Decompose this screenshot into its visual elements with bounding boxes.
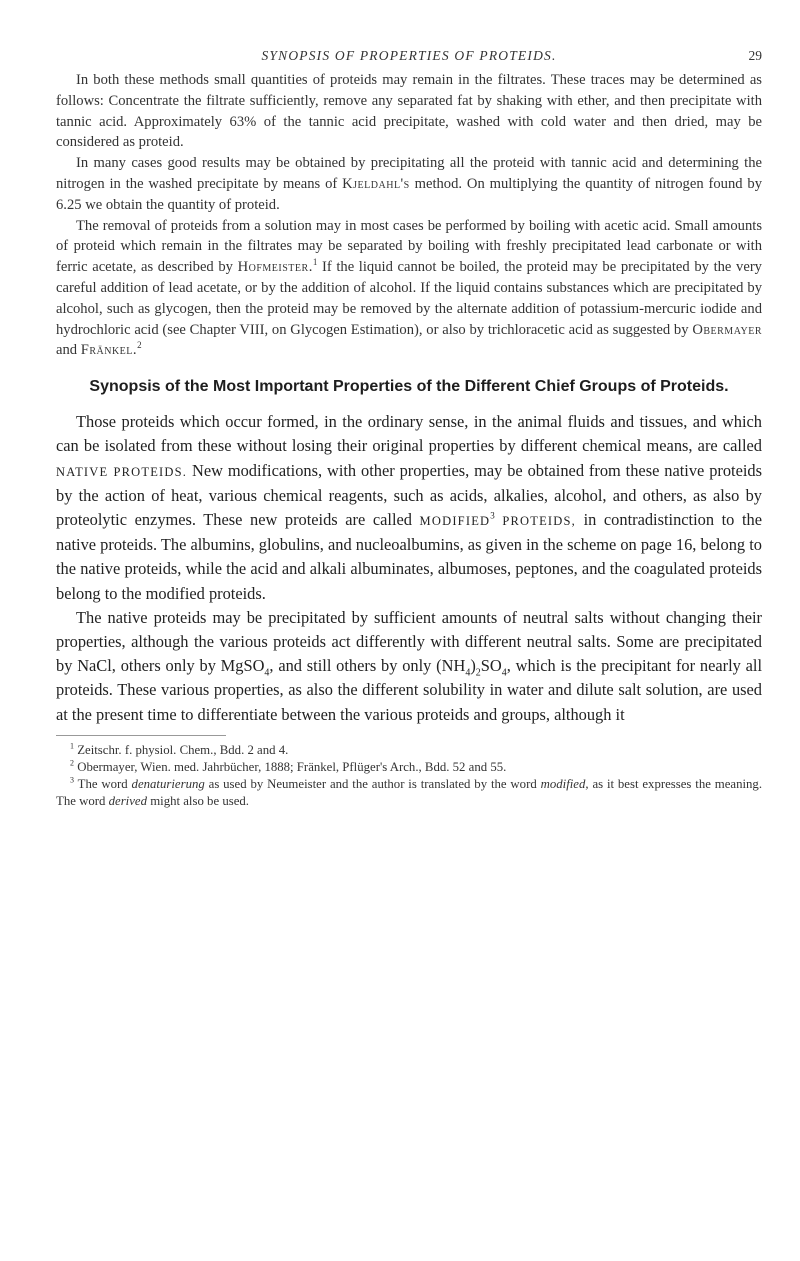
term-modified: MODIFIED [419,513,491,528]
paragraph-neutral-salts: The native proteids may be precipitated by sufficient amounts of neutral salts without changing their properties, although the various proteids act differently with different neutral salts. Some are precipitated by NaCl, others only by MgSO$_4$, and still others by only $(NH_4)_2SO_4$, which is the precipitant for nearly all proteids. These various properties, as also the different solubility in water and dilute salt solution, are used at the present time to differentiate between the various proteids and groups, although it [56,607,763,724]
paragraph-tannic-acid: In many cases good results may be obtained by precipitating all the proteid with tannic acid and determining the nitrogen in the washed precipitate by means of Kjeldahl's method. On multiplying the quantity of nitrogen found by 6.25 we obtain the quantity of proteid. [56,155,762,213]
footnote-ref-3: 3 [490,510,495,521]
footnotes [56,742,762,810]
footnote-divider [56,735,226,736]
author-kjeldahl: Kjeldahl's [342,175,410,192]
term-denaturierung: denaturierung [131,776,205,791]
footnote-3: $^3$ The word denaturierung as used by Neumeister and the author is translated by the word modified, as it best expresses the meaning. The word derived might also be used. [56,775,763,808]
term-modified-italic: modified, [540,776,589,791]
book-page [56,48,762,810]
section-heading: Synopsis of the Most Important Properties of the Different Chief Groups of Proteids. [89,378,729,396]
term-proteids: PROTEIDS, [502,513,576,528]
synopsis-section [56,410,762,727]
author-frankel: Fränkel. [80,342,138,359]
footnote-2: $^2$ Obermayer, Wien. med. Jahrbücher, 1888; Fränkel, Pflüger's Arch., Bdd. 52 and 55. [70,758,507,774]
running-head-title: SYNOPSIS OF PROPERTIES OF PROTEIDS. [261,48,557,63]
methods-section [56,70,762,361]
paragraph-removal: The removal of proteids from a solution may in most cases be performed by boiling with acetic acid. Small amounts of proteid which remain in the filtrates may be separated by boiling with freshly precipitated lead carbonate or with ferric acetate, as described by Hofmeister.$^1$ If the liquid cannot be boiled, the proteid may be precipitated by the very careful addition of lead acetate, or by the addition of alcohol. If the liquid contains substances which are precipitated by alcohol, such as glycogen, then the proteid may be removed by the alternate addition of potassium-mercuric iodide and hydrochloric acid (see Chapter VIII, on Glycogen Estimation), or also by trichloracetic acid as suggested by Obermayer and Fränkel.$^2$ [56,217,762,359]
term-native-proteids: NATIVE PROTEIDS. [56,464,188,479]
author-hofmeister: Hofmeister. [237,259,313,276]
author-obermayer: Obermayer [692,321,762,338]
footnote-ref-1: 1 [312,257,318,268]
paragraph-filtrates: In both these methods small quantities of proteids may remain in the filtrates. These traces may be determined as follows: Concentrate the filtrate sufficiently, remove any separated fat by shaking with ether, and then precipitate with tannic acid. Approximately 63% of the tannic acid precipitate, washed with cold water and then dried, may be considered as proteid. [56,72,762,151]
page-number: 29 [748,48,762,63]
footnote-ref-2: 2 [137,340,142,351]
term-derived: derived [108,793,147,808]
paragraph-native-modified: Those proteids which occur formed, in the ordinary sense, in the animal fluids and tissues, and which can be isolated from these without losing their original properties by different chemical means, are called NATIVE PROTEIDS. New modifications, with other properties, may be obtained from these native proteids by the action of heat, various chemical reagents, such as acids, alkalies, alcohol, and others, as also by proteolytic enzymes. These new proteids are called MODIFIED$^3$ PROTEIDS, in contradistinction to the native proteids. The albumins, globulins, and nucleoalbumins, as given in the scheme on page 16, belong to the native proteids, while the acid and alkali albuminates, albumoses, peptones, and the coagulated proteids belong to the modified proteids. [56,412,762,603]
footnote-1: $^1$ Zeitschr. f. physiol. Chem., Bdd. 2 and 4. [70,741,289,757]
running-head [56,48,762,70]
